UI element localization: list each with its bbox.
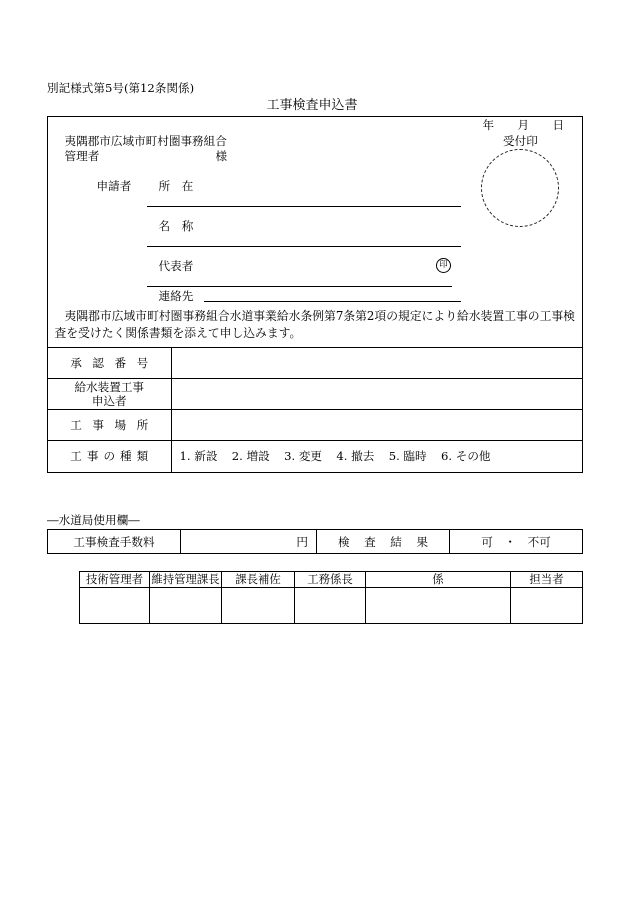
reception-stamp-label: 受付印	[503, 133, 538, 148]
date-month-label: 月	[517, 117, 530, 132]
approval-number-value	[172, 348, 583, 378]
applicant-name-line	[147, 246, 461, 247]
inspection-result-options: 可 ・ 不可	[481, 534, 551, 549]
work-applicant-label	[74, 380, 144, 408]
inspection-fee-label: 工事検査手数料	[48, 530, 181, 553]
work-type-option: 6. その他	[440, 449, 491, 464]
fee-unit: 円	[296, 534, 308, 549]
application-form	[47, 116, 583, 473]
inspection-fee-table	[47, 529, 583, 554]
applicant-address-label: 所 在	[158, 178, 194, 193]
approval-number-label-cell	[48, 348, 172, 378]
approval-stamp-box	[295, 588, 366, 623]
work-type-label: 工事の種類	[70, 449, 149, 464]
work-applicant-label-cell	[48, 379, 172, 409]
approval-number-label: 承認番号	[70, 355, 149, 370]
addressee-organization: 夷隅郡市広域市町村圏事務組合	[64, 133, 227, 148]
work-applicant-label-line-1: 給水装置工事	[74, 379, 145, 394]
approval-header-maintenance-chief: 維持管理課長	[150, 572, 222, 588]
work-type-option: 5. 臨時	[388, 449, 427, 464]
approval-stamp-box	[80, 588, 150, 623]
work-type-row	[48, 440, 582, 473]
work-type-option: 1. 新設	[179, 449, 218, 464]
date-year-label: 年	[482, 117, 495, 132]
inspection-result-label-cell	[317, 530, 450, 553]
work-applicant-value	[172, 379, 583, 409]
reception-stamp-circle	[481, 149, 559, 227]
work-type-option: 4. 撤去	[336, 449, 375, 464]
statement-line-2: 査を受けたく関係書類を添えて申し込みます。	[54, 325, 302, 340]
work-type-options	[172, 441, 583, 473]
addressee-honorific: 様	[215, 148, 228, 163]
work-location-label-cell	[48, 410, 172, 440]
inspection-result-label: 検査結果	[338, 534, 428, 549]
form-title: 工事検査申込書	[266, 98, 358, 113]
approval-header-staff: 係	[366, 572, 511, 588]
approval-stamp-box	[222, 588, 295, 623]
seal-mark: 印	[436, 258, 451, 273]
applicant-name-label: 名 称	[158, 218, 194, 233]
work-type-option: 3. 変更	[284, 449, 323, 464]
work-location-row	[48, 409, 582, 440]
office-use-heading: ―水道局使用欄―	[47, 513, 140, 527]
approval-stamp-box	[511, 588, 582, 623]
addressee-position: 管理者	[64, 148, 100, 163]
applicant-address-line	[147, 206, 461, 207]
work-applicant-row	[48, 378, 582, 409]
work-applicant-label-line-2: 申込者	[91, 393, 127, 408]
application-header-section	[48, 117, 582, 347]
approval-header-technical-manager: 技術管理者	[80, 572, 150, 588]
approval-header-person-in-charge: 担当者	[511, 572, 582, 588]
work-location-value	[172, 410, 583, 440]
applicant-representative-label: 代表者	[158, 258, 194, 273]
approval-stamp-box	[150, 588, 222, 623]
form-number: 別記様式第5号(第12条関係)	[47, 81, 195, 95]
approval-stamp-box	[366, 588, 511, 623]
applicant-contact-line	[204, 301, 461, 302]
statement-line-1: 夷隅郡市広域市町村圏事務組合水道事業給水条例第7条第2項の規定により給水装置工事の工事検	[64, 308, 575, 323]
approval-stamp-table	[79, 571, 583, 624]
work-type-option: 2. 増設	[231, 449, 270, 464]
approval-header-assistant-chief: 課長補佐	[222, 572, 295, 588]
approval-header-works-section-head: 工務係長	[295, 572, 366, 588]
applicant-representative-line	[147, 286, 452, 287]
applicant-label: 申請者	[96, 178, 132, 193]
inspection-fee-amount	[181, 530, 317, 553]
date-day-label: 日	[552, 117, 565, 132]
approval-number-row	[48, 347, 582, 378]
work-details-table	[48, 347, 582, 473]
work-location-label: 工事場所	[70, 417, 149, 432]
work-type-label-cell	[48, 441, 172, 473]
applicant-contact-label: 連絡先	[158, 288, 194, 303]
